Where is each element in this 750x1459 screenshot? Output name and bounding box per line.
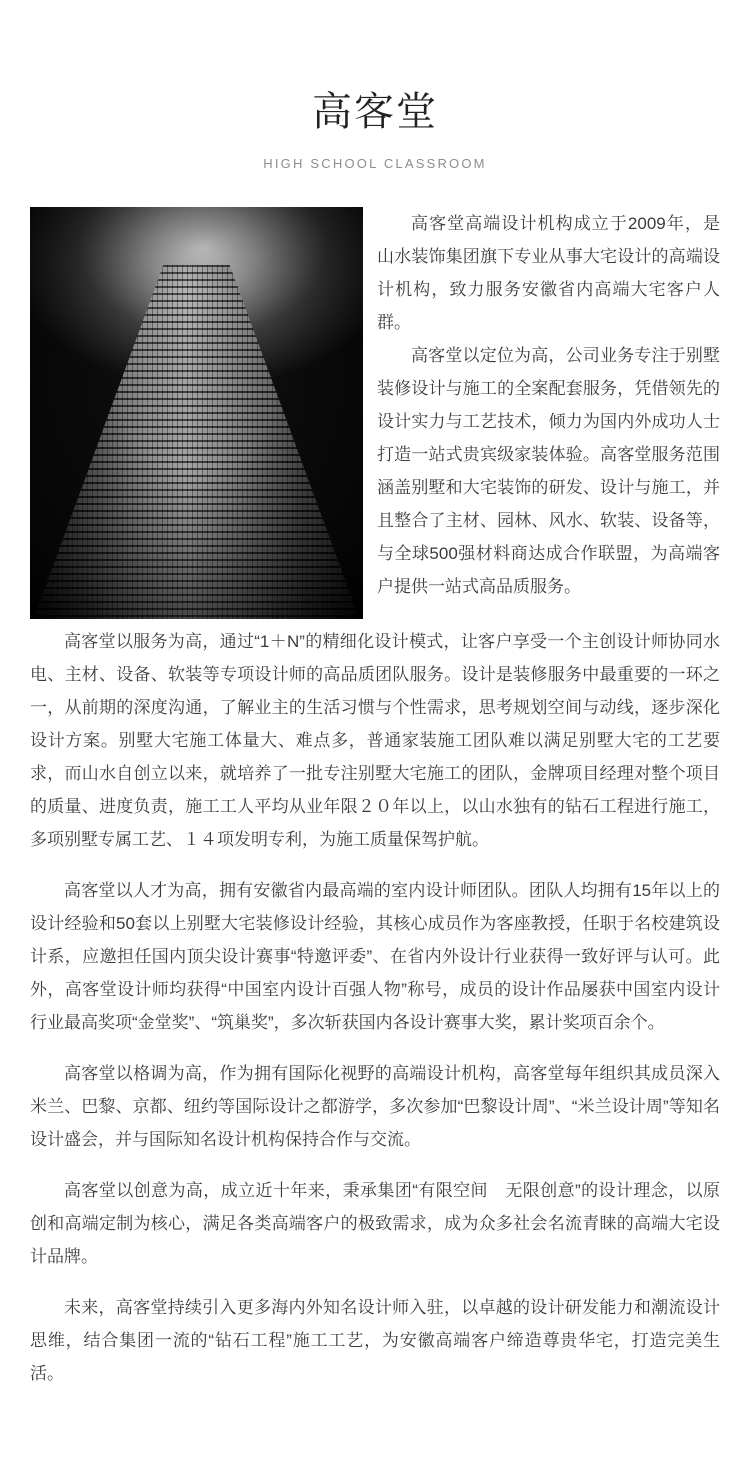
body-paragraph: 高客堂以服务为高，通过“1＋N”的精细化设计模式，让客户享受一个主创设计师协同水电、主材、设备、软装等专项设计师的高品质团队服务。设计是装修服务中最重要的一环之一，从前期的深度沟通，了解业主的生活习惯与个性需求，思考规划空间与动线，逐步深化设计方案。别墅大宅施工体量大、难点多，普通家装施工团队难以满足别墅大宅的工艺要求，而山水自创立以来，就培养了一批专注别墅大宅施工的团队，金牌项目经理对整个项目的质量、进度负责，施工工人平均从业年限２０年以上，以山水独有的钻石工程进行施工，多项别墅专属工艺、１４项发明专利，为施工质量保驾护航。 bbox=[30, 632, 720, 849]
building-photo bbox=[30, 207, 363, 619]
bottom-spacer bbox=[30, 1390, 720, 1450]
page-header bbox=[30, 0, 720, 171]
body-paragraph: 未来，高客堂持续引入更多海内外知名设计师入驻，以卓越的设计研发能力和潮流设计思维，结合集团一流的“钻石工程”施工工艺，为安徽高端客户缔造尊贵华宅，打造完美生活。 bbox=[30, 1298, 720, 1383]
photo-vignette bbox=[30, 207, 363, 619]
body-copy bbox=[30, 619, 720, 1390]
intro-section bbox=[30, 207, 720, 619]
body-paragraph: 高客堂以格调为高，作为拥有国际化视野的高端设计机构，高客堂每年组织其成员深入米兰、巴黎、京都、纽约等国际设计之都游学，多次参加“巴黎设计周”、“米兰设计周”等知名设计盛会，并与国际知名设计机构保持合作与交流。 bbox=[30, 1064, 720, 1149]
page-title: 高客堂 bbox=[312, 90, 438, 134]
body-paragraph: 高客堂以创意为高，成立近十年来，秉承集团“有限空间 无限创意”的设计理念，以原创和高端定制为核心，满足各类高端客户的极致需求，成为众多社会名流青睐的高端大宅设计品牌。 bbox=[30, 1181, 720, 1266]
intro-paragraph: 高客堂以定位为高，公司业务专注于别墅装修设计与施工的全案配套服务，凭借领先的设计实力与工艺技术，倾力为国内外成功人士打造一站式贵宾级家装体验。高客堂服务范围涵盖别墅和大宅装饰的研发、设计与施工，并且整合了主材、园林、风水、软装、设备等，与全球500强材料商达成合作联盟，为高端客户提供一站式高品质服务。 bbox=[377, 346, 720, 596]
intro-paragraph: 高客堂高端设计机构成立于2009年，是山水装饰集团旗下专业从事大宅设计的高端设计机构，致力服务安徽省内高端大宅客户人群。 bbox=[377, 214, 720, 332]
page-subtitle: HIGH SCHOOL CLASSROOM bbox=[263, 156, 487, 171]
body-paragraph: 高客堂以人才为高，拥有安徽省内最高端的室内设计师团队。团队人均拥有15年以上的设计经验和50套以上别墅大宅装修设计经验，其核心成员作为客座教授，任职于名校建筑设计系，应邀担任国内顶尖设计赛事“特邀评委”、在省内外设计行业获得一致好评与认可。此外，高客堂设计师均获得“中国室内设计百强人物”称号，成员的设计作品屡获中国室内设计行业最高奖项“金堂奖”、“筑巢奖”，多次斩获国内各设计赛事大奖，累计奖项百余个。 bbox=[30, 881, 720, 1032]
